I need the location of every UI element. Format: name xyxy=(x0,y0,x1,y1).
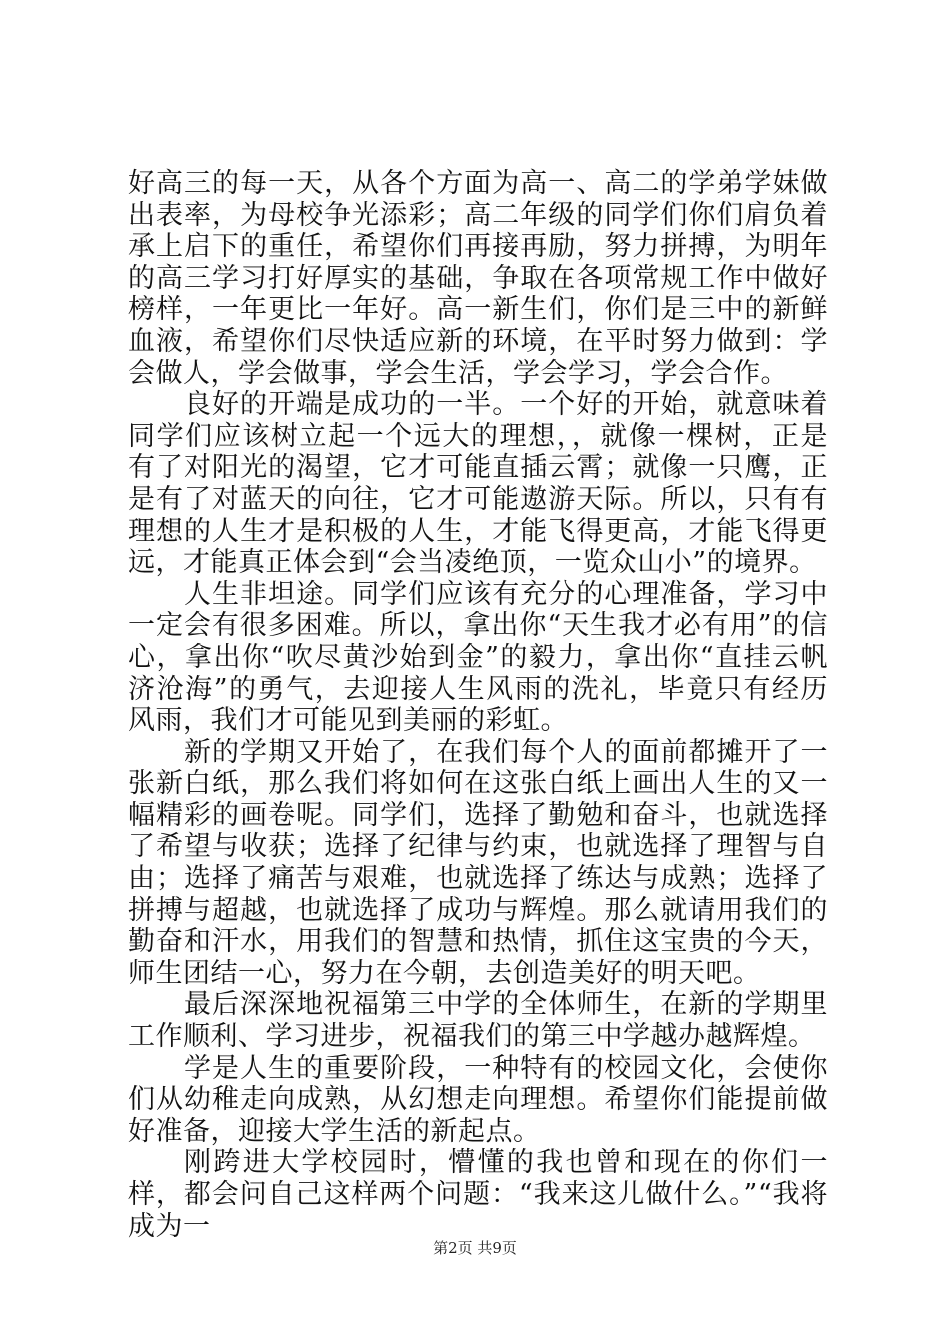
paragraph-3: 人生非坦途。同学们应该有充分的心理准备，学习中一定会有很多困难。所以，拿出你“天生我才必有用”的信心，拿出你“吹尽黄沙始到金”的毅力，拿出你“直挂云帆济沧海”的勇气，去迎接人生风雨的洗礼，毕竟只有经历风雨，我们才可能见到美丽的彩虹。 xyxy=(128,578,828,737)
paragraph-1: 好高三的每一天，从各个方面为高一、高二的学弟学妹做出表率，为母校争光添彩；高二年级的同学们你们肩负着承上启下的重任，希望你们再接再励，努力拼搏，为明年的高三学习打好厚实的基础，争取在各项常规工作中做好榜样，一年更比一年好。高一新生们，你们是三中的新鲜血液，希望你们尽快适应新的环境，在平时努力做到：学会做人，学会做事，学会生活，学会学习，学会合作。 xyxy=(128,168,828,389)
page-number-footer: 第2页 共9页 xyxy=(433,1239,517,1257)
paragraph-4: 新的学期又开始了，在我们每个人的面前都摊开了一张新白纸，那么我们将如何在这张白纸上画出人生的又一幅精彩的画卷呢。同学们，选择了勤勉和奋斗，也就选择了希望与收获；选择了纪律与约束，也就选择了理智与自由；选择了痛苦与艰难，也就选择了练达与成熟；选择了拼搏与超越，也就选择了成功与辉煌。那么就请用我们的勤奋和汗水，用我们的智慧和热情，抓住这宝贵的今天，师生团结一心，努力在今朝，去创造美好的明天吧。 xyxy=(128,736,828,989)
paragraph-7: 刚跨进大学校园时，懵懂的我也曾和现在的你们一样，都会问自己这样两个问题：“我来这儿做什么。”“我将成为一 xyxy=(128,1147,828,1242)
paragraph-6: 学是人生的重要阶段，一种特有的校园文化，会使你们从幼稚走向成熟，从幻想走向理想。希望你们能提前做好准备，迎接大学生活的新起点。 xyxy=(128,1052,828,1147)
document-body xyxy=(128,168,828,1242)
paragraph-5: 最后深深地祝福第三中学的全体师生，在新的学期里工作顺利、学习进步，祝福我们的第三中学越办越辉煌。 xyxy=(128,989,828,1053)
paragraph-2: 良好的开端是成功的一半。一个好的开始，就意味着同学们应该树立起一个远大的理想，，就像一棵树，正是有了对阳光的渴望，它才可能直插云霄；就像一只鹰，正是有了对蓝天的向往，它才可能遨游天际。所以，只有有理想的人生才是积极的人生，才能飞得更高，才能飞得更远，才能真正体会到“会当凌绝顶，一览众山小”的境界。 xyxy=(128,389,828,579)
